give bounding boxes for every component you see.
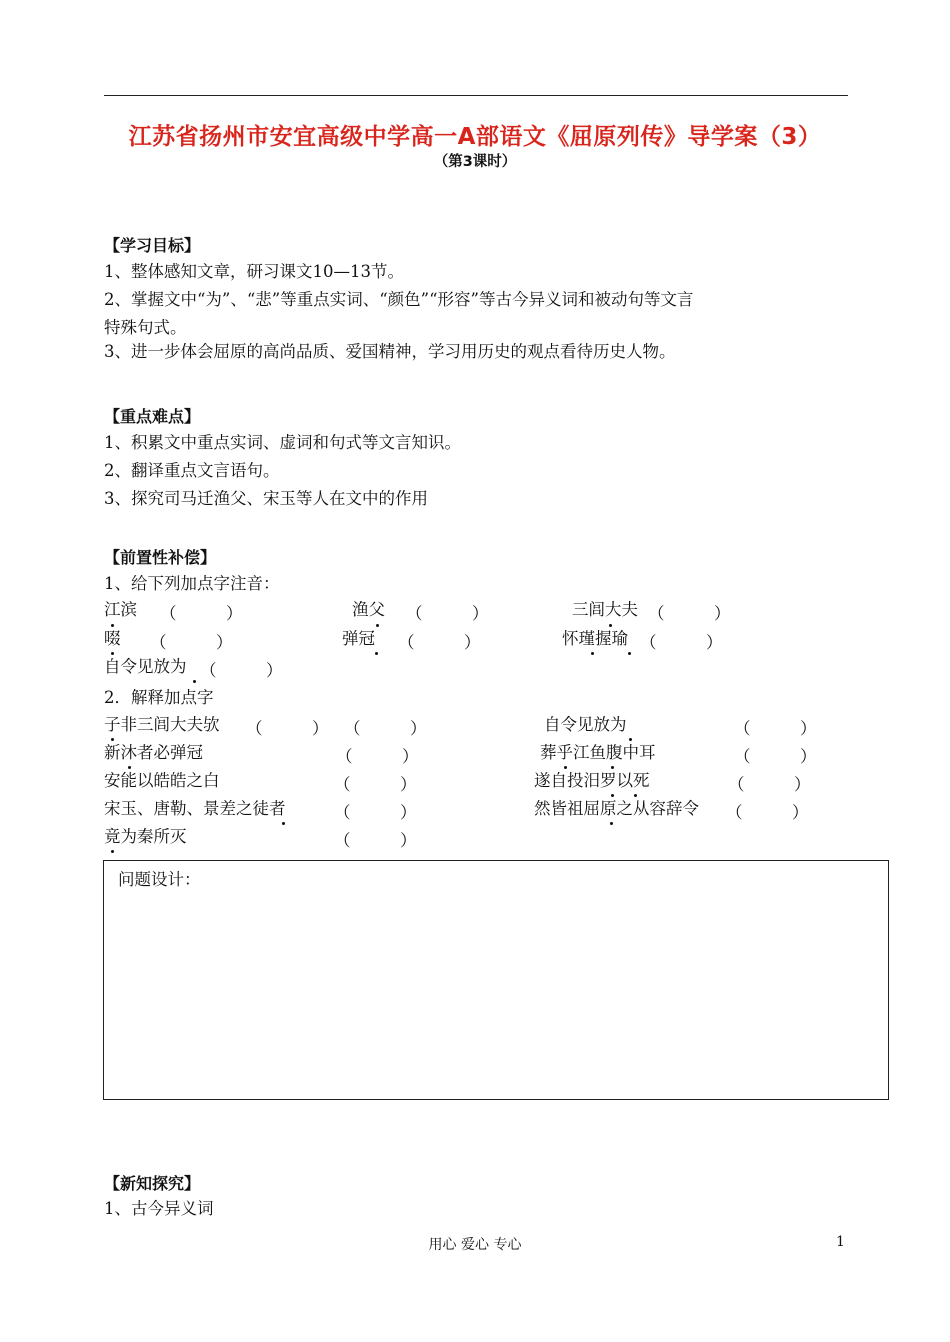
explore-heading: 【新知探究】 — [104, 1174, 201, 1193]
answer-blank: （ ） — [648, 604, 731, 623]
answer-blank: （ ） — [344, 719, 427, 738]
explain-item: 安能以皓皓之白 — [104, 771, 220, 790]
explain-item: 遂自投汨罗以死 — [534, 771, 650, 790]
preview-question-1: 1、给下列加点字注音： — [104, 574, 280, 593]
pinyin-item: 啜 — [104, 629, 121, 648]
explain-item: 自令见放为 — [544, 715, 627, 734]
emphasis-dot — [111, 652, 114, 655]
pinyin-item: 渔父 — [352, 600, 385, 619]
page-number: 1 — [836, 1234, 845, 1250]
emphasis-dot — [376, 624, 379, 627]
objectives-heading: 【学习目标】 — [104, 236, 201, 255]
header-rule — [104, 95, 848, 96]
emphasis-dot — [611, 794, 614, 797]
emphasis-dot — [282, 822, 285, 825]
page-subtitle: （第3课时） — [433, 154, 517, 170]
emphasis-dot — [111, 624, 114, 627]
emphasis-dot — [128, 766, 131, 769]
answer-blank: （ ） — [334, 775, 417, 794]
objective-2a: 2、掌握文中“为”、“悲”等重点实词、“颜色”“形容”等古今异义词和被动句等文言 — [104, 290, 694, 309]
answer-blank: （ ） — [150, 633, 233, 652]
answer-blank: （ ） — [336, 747, 419, 766]
answer-blank: （ ） — [200, 661, 283, 680]
pinyin-item: 江滨 — [104, 600, 137, 619]
keypoint-2: 2、翻译重点文言语句。 — [104, 461, 280, 480]
emphasis-dot — [564, 766, 567, 769]
explain-item: 新沐者必弹冠 — [104, 743, 203, 762]
question-design-label: 问题设计： — [118, 870, 201, 889]
emphasis-dot — [628, 652, 631, 655]
page-title: 江苏省扬州市安宜高级中学高一A部语文《屈原列传》导学案（3） — [128, 124, 822, 150]
preview-heading: 【前置性补偿】 — [104, 548, 217, 567]
pinyin-item: 自令见放为 — [104, 657, 187, 676]
explain-item: 葬乎江鱼腹中耳 — [540, 743, 656, 762]
emphasis-dot — [634, 794, 637, 797]
pinyin-item: 怀瑾握瑜 — [562, 629, 628, 648]
emphasis-dot — [375, 652, 378, 655]
objective-3: 3、进一步体会屈原的高尚品质、爱国精神，学习用历史的观点看待历史人物。 — [104, 342, 676, 361]
explore-item-1: 1、古今异义词 — [104, 1199, 214, 1218]
answer-blank: （ ） — [334, 803, 417, 822]
pinyin-item: 三闾大夫 — [572, 600, 638, 619]
answer-blank: （ ） — [728, 775, 811, 794]
keypoint-1: 1、积累文中重点实词、虚词和句式等文言知识。 — [104, 433, 461, 452]
keypoints-heading: 【重点难点】 — [104, 407, 201, 426]
objective-1: 1、整体感知文章，研习课文10—13节。 — [104, 262, 404, 281]
answer-blank: （ ） — [406, 604, 489, 623]
emphasis-dot — [111, 850, 114, 853]
answer-blank: （ ） — [726, 803, 809, 822]
pinyin-item: 弹冠 — [342, 629, 375, 648]
explain-item: 然皆祖屈原之从容辞令 — [534, 799, 699, 818]
keypoint-3: 3、探究司马迁渔父、宋玉等人在文中的作用 — [104, 489, 428, 508]
emphasis-dot — [610, 822, 613, 825]
explain-item: 宋玉、唐勒、景差之徒者 — [104, 799, 286, 818]
emphasis-dot — [611, 766, 614, 769]
question-design-box[interactable] — [103, 860, 889, 1100]
objective-2b: 特殊句式。 — [104, 318, 187, 337]
explain-item: 竟为秦所灭 — [104, 827, 187, 846]
answer-blank: （ ） — [334, 831, 417, 850]
emphasis-dot — [609, 624, 612, 627]
emphasis-dot — [629, 738, 632, 741]
emphasis-dot — [591, 652, 594, 655]
answer-blank: （ ） — [640, 633, 723, 652]
emphasis-dot — [111, 738, 114, 741]
emphasis-dot — [193, 680, 196, 683]
answer-blank: （ ） — [398, 633, 481, 652]
answer-blank: （ ） — [734, 747, 817, 766]
preview-question-2: 2．解释加点字 — [104, 688, 214, 707]
page-footer: 用心 爱心 专心 — [428, 1237, 522, 1253]
answer-blank: （ ） — [246, 719, 329, 738]
answer-blank: （ ） — [160, 604, 243, 623]
answer-blank: （ ） — [734, 719, 817, 738]
explain-item: 子非三闾大夫欤 — [104, 715, 220, 734]
